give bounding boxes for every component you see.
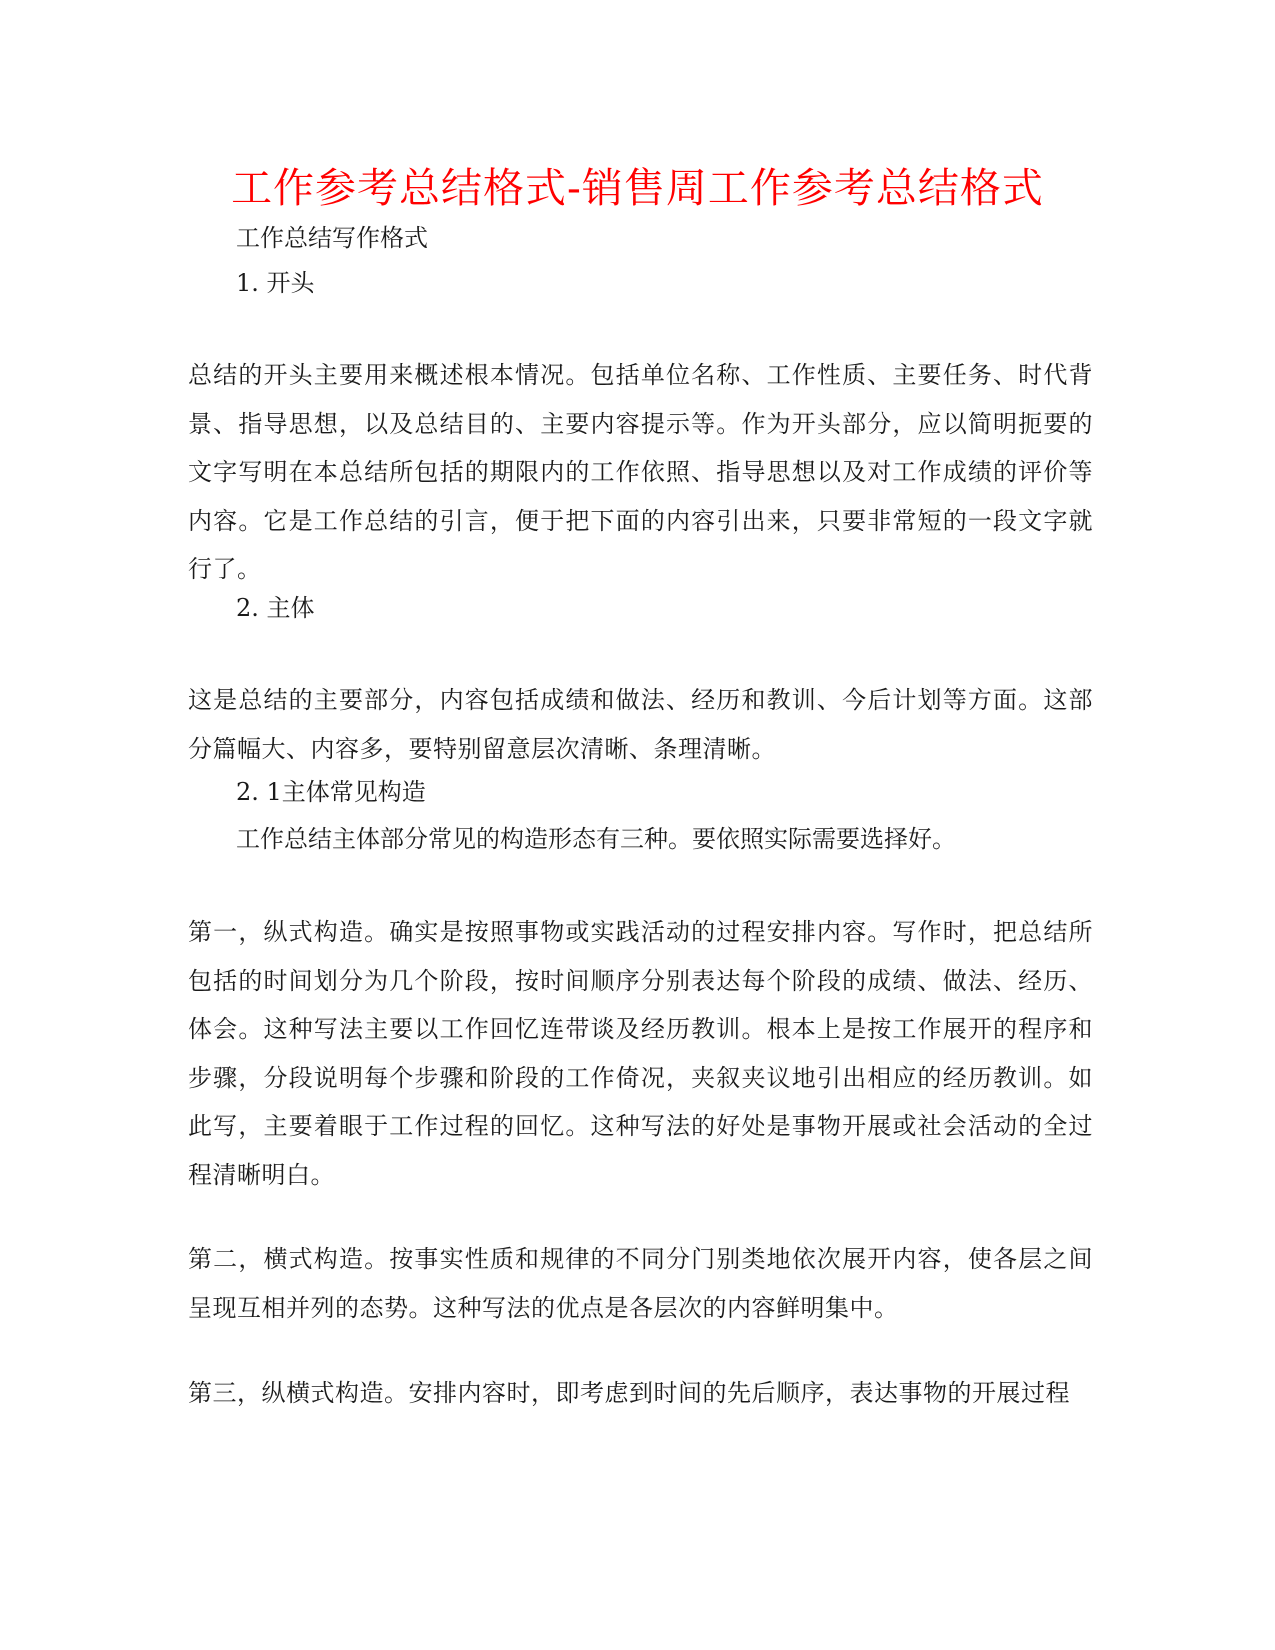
section-heading-opening: 1. 开头 xyxy=(236,269,315,297)
subsection-intro-structure: 工作总结主体部分常见的构造形态有三种。要依照实际需要选择好。 xyxy=(236,825,956,853)
document-subtitle: 工作总结写作格式 xyxy=(236,224,428,252)
paragraph-combined-structure: 第三，纵横式构造。安排内容时，即考虑到时间的先后顺序，表达事物的开展过程 xyxy=(188,1379,1070,1407)
document-title: 工作参考总结格式-销售周工作参考总结格式 xyxy=(231,164,1044,212)
section-body-main-body: 这是总结的主要部分，内容包括成绩和做法、经历和教训、今后计划等方面。这部分篇幅大、内容多，要特别留意层次清晰、条理清晰。 xyxy=(188,686,1093,763)
paragraph-horizontal-structure: 第二，横式构造。按事实性质和规律的不同分门别类地依次展开内容，使各层之间呈现互相并列的态势。这种写法的优点是各层次的内容鲜明集中。 xyxy=(188,1245,1093,1322)
paragraph-vertical-structure: 第一，纵式构造。确实是按照事物或实践活动的过程安排内容。写作时，把总结所包括的时间划分为几个阶段，按时间顺序分别表达每个阶段的成绩、做法、经历、体会。这种写法主要以工作回忆连带谈及经历教训。根本上是按工作展开的程序和步骤，分段说明每个步骤和阶段的工作倚况，夹叙夹议地引出相应的经历教训。如此写，主要着眼于工作过程的回忆。这种写法的好处是事物开展或社会活动的全过程清晰明白。 xyxy=(188,918,1093,1189)
section-body-opening: 总结的开头主要用来概述根本情况。包括单位名称、工作性质、主要任务、时代背景、指导思想，以及总结目的、主要内容提示等。作为开头部分，应以简明扼要的文字写明在本总结所包括的期限内的工作依照、指导思想以及对工作成绩的评价等内容。它是工作总结的引言，便于把下面的内容引出来，只要非常短的一段文字就行了。 xyxy=(188,361,1093,583)
section-heading-main-body: 2. 主体 xyxy=(236,594,315,622)
subsection-heading-structure: 2. 1主体常见构造 xyxy=(236,778,426,806)
